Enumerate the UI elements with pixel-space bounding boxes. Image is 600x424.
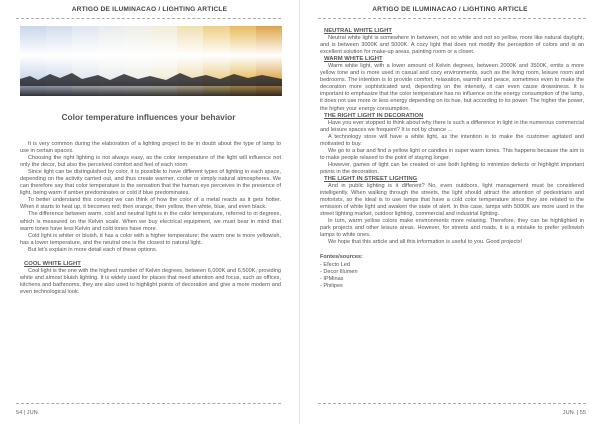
header-divider bbox=[318, 18, 586, 19]
color-temperature-image bbox=[20, 26, 282, 96]
color-strip bbox=[125, 26, 151, 96]
source-item: - Decor Illumen bbox=[320, 268, 358, 275]
left-column bbox=[20, 141, 281, 296]
paragraph: Cool light is the one with the highest number of Kelvin degrees, between 6,000K and 6,500K, providing white and almost bluish lighting. It is widely used for places that need attention and focus, such as offices, kitchens and bathrooms, they are also used to highlight points of decoration and give a more modern and even technological look. bbox=[20, 267, 281, 295]
source-item: - Efecto Led bbox=[320, 261, 350, 268]
section-heading-cool: COOL WHITE LIGHT bbox=[24, 260, 81, 267]
footer-divider bbox=[318, 403, 586, 404]
page-header: ARTIGO DE ILUMINACAO / LIGHTING ARTICLE bbox=[372, 6, 528, 13]
page-number: 54 | JUN. bbox=[16, 410, 40, 416]
paragraph: Neutral white light is somewhere in between, not so white and not so yellow, more like natural daylight, and is between 3000K and 5000K. A cozy light that does not modify the perception of colors and is an excellent solution for make-up areas, painting room or a closet. bbox=[320, 35, 584, 56]
section-heading-decoration: THE RIGHT LIGHT IN DECORATION bbox=[324, 112, 424, 119]
color-strip bbox=[72, 26, 98, 96]
paragraph: To better understand this concept we can think of how the color of a metal reacts as it gets hotter. When it starts to heat up, it becomes red; then orange, then yellow, then white, blue, and even black. bbox=[20, 197, 281, 211]
paragraph: Choosing the right lighting is not always easy, as the color temperature of the light will influence not only the decor, but also the perceived comfort and feel of each room. bbox=[20, 155, 281, 169]
page-header: ARTIGO DE ILUMINACAO / LIGHTING ARTICLE bbox=[71, 6, 228, 13]
color-strip bbox=[230, 26, 256, 96]
article-title: Color temperature influences your behavior bbox=[61, 112, 236, 122]
paragraph: However, games of light can be created or use both lighting to minimize defects or highlight important points in the decoration. bbox=[320, 161, 584, 175]
paragraph: Warm white light, with a lower amount of Kelvin degrees, between 2000K and 3500K, emits a more yellow tone and is more used in casual and cozy environments, such as the living room, leisure room and bedrooms. The intention is to provide comfort, relaxation, warmth and peace, sometimes even to make the decoration more sophisticated and, depending on the intensity, it can even cause drowsiness. It is important to emphasize that the color temperature has no influence on the energy consumption of the lamp, it does not use more or less energy depending on its hue, but according to its power. The higher the power, the higher your energy consumption. bbox=[320, 63, 584, 112]
right-column bbox=[320, 28, 584, 290]
source-item: - Philipes bbox=[320, 282, 343, 289]
paragraph: We go to a bar and find a yellow light or candles in super warm tones. This happens because the aim is to make people relaxed to the point of staying longer. bbox=[320, 147, 584, 161]
paragraph: We hope that this article and all this information is useful to you. Good projects! bbox=[328, 239, 523, 246]
section-heading-street: THE LIGHT IN STREET LIGHTING bbox=[324, 175, 418, 182]
header-divider bbox=[16, 18, 281, 19]
paragraph: The difference between warm, cold and neutral light is in the color temperature, referred to in degrees, which is measured on the Kelvin scale. When we buy electrical equipment, we must bear in mind that warm tones have less Kelvin and cold tones have more. bbox=[20, 211, 281, 232]
paragraph: A technology store will have a white light, as the intention is to make the customer agitated and motivated to buy. bbox=[320, 133, 584, 147]
color-strip bbox=[177, 26, 203, 96]
paragraph: And in public lighting is it different? No, even outdoors, light management must be considered intelligently. When walking through the streets, the light should attract the attention of pedestrians and motorists, so the ideal is to use lamps that have a cold color temperature since they are related to the emission of white light and awaken the state of alert. In this case, lamps with 5000K are more used in the street lighting market, outdoor lighting, commercial and industrial lighting. bbox=[320, 183, 584, 218]
color-strip bbox=[203, 26, 229, 96]
paragraph: Cold light is whiter or bluish, it has a color with a higher temperature; the warm one is more yellowish, has a lower temperature, and the neutral one is the closest to natural light. bbox=[20, 232, 281, 246]
footer-divider bbox=[16, 403, 281, 404]
paragraph: Have you ever stopped to think about why there is such a difference in light in the numerous commercial and leisure spaces we frequent? It is not by chance ... bbox=[320, 119, 584, 133]
source-item: - IPMinas bbox=[320, 275, 344, 282]
page-number: JUN. | 55 bbox=[562, 410, 586, 416]
color-strip bbox=[20, 26, 46, 96]
color-strip bbox=[151, 26, 177, 96]
paragraph: But let's explain in more detail each of these options. bbox=[28, 246, 158, 253]
right-page bbox=[300, 0, 600, 424]
paragraph: It is very common during the elaboration of a lighting project to be in doubt about the type of lamp to use in certain spaces. bbox=[20, 141, 281, 155]
color-strip bbox=[256, 26, 282, 96]
paragraph: In turn, warm yellow colors make environments more relaxing. Therefore, they can be highlighted in park projects and other leisure areas. However, for streets and roads, it is a mistake to prefer yellowish lamps to white ones. bbox=[320, 218, 584, 239]
section-heading-warm: WARM WHITE LIGHT bbox=[324, 56, 383, 63]
sources-heading: Fontes/sources: bbox=[320, 254, 363, 261]
color-strip bbox=[99, 26, 125, 96]
paragraph: Since light can be distinguished by color, it is possible to have different types of lighting in each space, depending on the activity carried out, and thus create warmer, cooler or simply natural atmospheres. We can therefore say that color temperature is the sensation that the human eye perceives in the presence of light, being warm if amber predominates or cold if blue predominates. bbox=[20, 169, 281, 197]
section-heading-neutral: NEUTRAL WHITE LIGHT bbox=[324, 28, 392, 34]
color-strip bbox=[46, 26, 72, 96]
